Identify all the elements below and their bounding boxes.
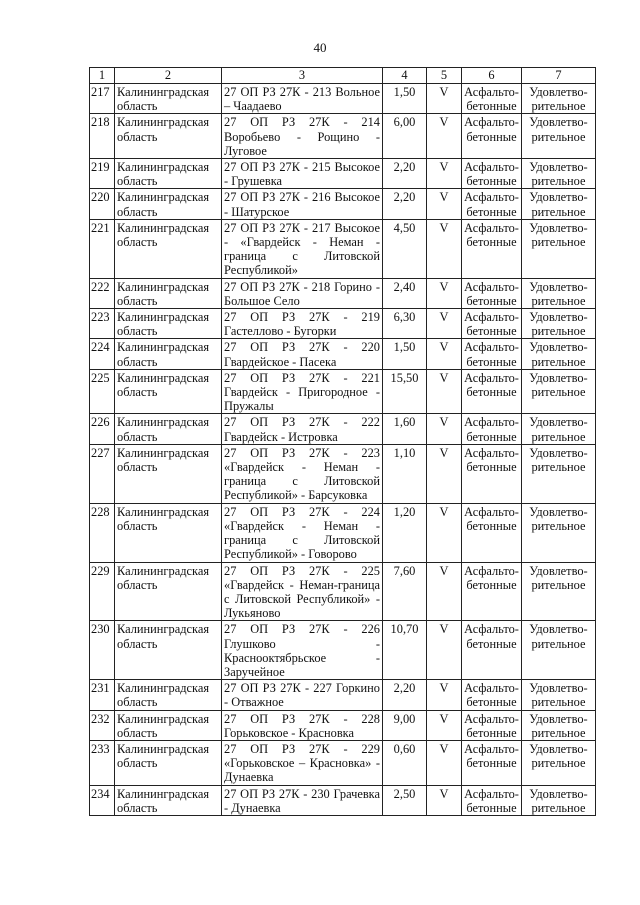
category-cell: V: [427, 414, 462, 444]
coverage-cell: Асфальто-бетонные: [462, 710, 522, 740]
road-name-cell: 27 ОП РЗ 27К - 214 Воробьево - Рощино - Луговое: [222, 114, 383, 159]
table-row: [90, 503, 596, 562]
length-cell: 2,20: [383, 189, 427, 219]
category-cell: V: [427, 562, 462, 621]
coverage-cell: Асфальто-бетонные: [462, 159, 522, 189]
column-header: 6: [462, 68, 522, 84]
category-cell: V: [427, 680, 462, 710]
condition-cell: Удовлетво-рительное: [522, 444, 596, 503]
road-name-cell: 27 ОП РЗ 27К - 221 Гвардейск - Пригородное - Пружалы: [222, 369, 383, 414]
coverage-cell: Асфальто-бетонные: [462, 740, 522, 785]
row-number: 228: [90, 503, 115, 562]
row-number: 231: [90, 680, 115, 710]
length-cell: 1,60: [383, 414, 427, 444]
region-cell: Калининградская область: [115, 503, 222, 562]
region-cell: Калининградская область: [115, 278, 222, 308]
row-number: 225: [90, 369, 115, 414]
condition-cell: Удовлетво-рительное: [522, 219, 596, 278]
condition-cell: Удовлетво-рительное: [522, 562, 596, 621]
condition-cell: Удовлетво-рительное: [522, 278, 596, 308]
condition-cell: Удовлетво-рительное: [522, 369, 596, 414]
column-header: 7: [522, 68, 596, 84]
coverage-cell: Асфальто-бетонные: [462, 444, 522, 503]
coverage-cell: Асфальто-бетонные: [462, 278, 522, 308]
table-row: [90, 621, 596, 680]
category-cell: V: [427, 621, 462, 680]
coverage-cell: Асфальто-бетонные: [462, 562, 522, 621]
region-cell: Калининградская область: [115, 680, 222, 710]
table-row: [90, 680, 596, 710]
row-number: 217: [90, 84, 115, 114]
length-cell: 9,00: [383, 710, 427, 740]
table-row: [90, 740, 596, 785]
table-row: [90, 309, 596, 339]
coverage-cell: Асфальто-бетонные: [462, 84, 522, 114]
road-name-cell: 27 ОП РЗ 27К - 224 «Гвардейск - Неман - граница с Литовской Республикой» - Говорово: [222, 503, 383, 562]
row-number: 218: [90, 114, 115, 159]
column-header: 1: [90, 68, 115, 84]
road-name-cell: 27 ОП РЗ 27К - 223 «Гвардейск - Неман - граница с Литовской Республикой» - Барсуковка: [222, 444, 383, 503]
coverage-cell: Асфальто-бетонные: [462, 369, 522, 414]
road-name-cell: 27 ОП РЗ 27К - 217 Высокое - «Гвардейск - Неман - граница с Литовской Республикой»: [222, 219, 383, 278]
coverage-cell: Асфальто-бетонные: [462, 680, 522, 710]
length-cell: 2,20: [383, 680, 427, 710]
length-cell: 1,20: [383, 503, 427, 562]
condition-cell: Удовлетво-рительное: [522, 84, 596, 114]
condition-cell: Удовлетво-рительное: [522, 680, 596, 710]
length-cell: 0,60: [383, 740, 427, 785]
row-number: 219: [90, 159, 115, 189]
table-row: [90, 414, 596, 444]
region-cell: Калининградская область: [115, 219, 222, 278]
column-header: 4: [383, 68, 427, 84]
length-cell: 6,00: [383, 114, 427, 159]
row-number: 222: [90, 278, 115, 308]
region-cell: Калининградская область: [115, 369, 222, 414]
row-number: 226: [90, 414, 115, 444]
road-name-cell: 27 ОП РЗ 27К - 218 Горино - Большое Село: [222, 278, 383, 308]
condition-cell: Удовлетво-рительное: [522, 503, 596, 562]
table-row: [90, 369, 596, 414]
category-cell: V: [427, 740, 462, 785]
region-cell: Калининградская область: [115, 309, 222, 339]
table-header-row: [90, 68, 596, 84]
row-number: 227: [90, 444, 115, 503]
region-cell: Калининградская область: [115, 114, 222, 159]
length-cell: 1,10: [383, 444, 427, 503]
coverage-cell: Асфальто-бетонные: [462, 114, 522, 159]
coverage-cell: Асфальто-бетонные: [462, 309, 522, 339]
road-name-cell: 27 ОП РЗ 27К - 216 Высокое - Шатурское: [222, 189, 383, 219]
row-number: 223: [90, 309, 115, 339]
length-cell: 1,50: [383, 339, 427, 369]
row-number: 232: [90, 710, 115, 740]
category-cell: V: [427, 339, 462, 369]
condition-cell: Удовлетво-рительное: [522, 114, 596, 159]
category-cell: V: [427, 114, 462, 159]
category-cell: V: [427, 309, 462, 339]
condition-cell: Удовлетво-рительное: [522, 159, 596, 189]
row-number: 220: [90, 189, 115, 219]
length-cell: 2,20: [383, 159, 427, 189]
category-cell: V: [427, 84, 462, 114]
row-number: 230: [90, 621, 115, 680]
category-cell: V: [427, 785, 462, 815]
road-name-cell: 27 ОП РЗ 27К - 225 «Гвардейск - Неман-граница с Литовской Республикой» - Лукьяново: [222, 562, 383, 621]
condition-cell: Удовлетво-рительное: [522, 710, 596, 740]
coverage-cell: Асфальто-бетонные: [462, 339, 522, 369]
page-number: 40: [313, 40, 327, 55]
road-name-cell: 27 ОП РЗ 27К - 220 Гвардейское - Пасека: [222, 339, 383, 369]
coverage-cell: Асфальто-бетонные: [462, 414, 522, 444]
road-name-cell: 27 ОП РЗ 27К - 229 «Горьковское – Красновка» - Дунаевка: [222, 740, 383, 785]
region-cell: Калининградская область: [115, 189, 222, 219]
region-cell: Калининградская область: [115, 159, 222, 189]
table-row: [90, 219, 596, 278]
region-cell: Калининградская область: [115, 444, 222, 503]
condition-cell: Удовлетво-рительное: [522, 189, 596, 219]
road-name-cell: 27 ОП РЗ 27К - 215 Высокое - Грушевка: [222, 159, 383, 189]
coverage-cell: Асфальто-бетонные: [462, 189, 522, 219]
table-row: [90, 278, 596, 308]
category-cell: V: [427, 503, 462, 562]
row-number: 233: [90, 740, 115, 785]
roads-table: [89, 67, 596, 816]
region-cell: Калининградская область: [115, 710, 222, 740]
length-cell: 2,50: [383, 785, 427, 815]
road-name-cell: 27 ОП РЗ 27К - 228 Горьковское - Красновка: [222, 710, 383, 740]
column-header: 2: [115, 68, 222, 84]
table-row: [90, 189, 596, 219]
condition-cell: Удовлетво-рительное: [522, 309, 596, 339]
coverage-cell: Асфальто-бетонные: [462, 503, 522, 562]
table-row: [90, 562, 596, 621]
column-header: 3: [222, 68, 383, 84]
coverage-cell: Асфальто-бетонные: [462, 621, 522, 680]
row-number: 221: [90, 219, 115, 278]
region-cell: Калининградская область: [115, 339, 222, 369]
road-name-cell: 27 ОП РЗ 27К - 227 Горкино - Отважное: [222, 680, 383, 710]
category-cell: V: [427, 369, 462, 414]
column-header: 5: [427, 68, 462, 84]
row-number: 229: [90, 562, 115, 621]
region-cell: Калининградская область: [115, 740, 222, 785]
row-number: 234: [90, 785, 115, 815]
road-name-cell: 27 ОП РЗ 27К - 219 Гастеллово - Бугорки: [222, 309, 383, 339]
condition-cell: Удовлетво-рительное: [522, 740, 596, 785]
category-cell: V: [427, 219, 462, 278]
road-name-cell: 27 ОП РЗ 27К - 213 Вольное – Чаадаево: [222, 84, 383, 114]
length-cell: 4,50: [383, 219, 427, 278]
category-cell: V: [427, 444, 462, 503]
length-cell: 6,30: [383, 309, 427, 339]
table-row: [90, 84, 596, 114]
row-number: 224: [90, 339, 115, 369]
length-cell: 10,70: [383, 621, 427, 680]
road-name-cell: 27 ОП РЗ 27К - 226 Глушково - Краснооктябрьское - Заручейное: [222, 621, 383, 680]
region-cell: Калининградская область: [115, 84, 222, 114]
region-cell: Калининградская область: [115, 414, 222, 444]
category-cell: V: [427, 278, 462, 308]
region-cell: Калининградская область: [115, 785, 222, 815]
condition-cell: Удовлетво-рительное: [522, 621, 596, 680]
coverage-cell: Асфальто-бетонные: [462, 219, 522, 278]
table-row: [90, 159, 596, 189]
table-row: [90, 785, 596, 815]
region-cell: Калининградская область: [115, 562, 222, 621]
category-cell: V: [427, 159, 462, 189]
road-name-cell: 27 ОП РЗ 27К - 222 Гвардейск - Истровка: [222, 414, 383, 444]
condition-cell: Удовлетво-рительное: [522, 339, 596, 369]
table-row: [90, 114, 596, 159]
condition-cell: Удовлетво-рительное: [522, 785, 596, 815]
table-row: [90, 710, 596, 740]
category-cell: V: [427, 710, 462, 740]
length-cell: 2,40: [383, 278, 427, 308]
length-cell: 7,60: [383, 562, 427, 621]
length-cell: 1,50: [383, 84, 427, 114]
road-name-cell: 27 ОП РЗ 27К - 230 Грачевка - Дунаевка: [222, 785, 383, 815]
category-cell: V: [427, 189, 462, 219]
condition-cell: Удовлетво-рительное: [522, 414, 596, 444]
length-cell: 15,50: [383, 369, 427, 414]
region-cell: Калининградская область: [115, 621, 222, 680]
coverage-cell: Асфальто-бетонные: [462, 785, 522, 815]
table-row: [90, 339, 596, 369]
table-row: [90, 444, 596, 503]
